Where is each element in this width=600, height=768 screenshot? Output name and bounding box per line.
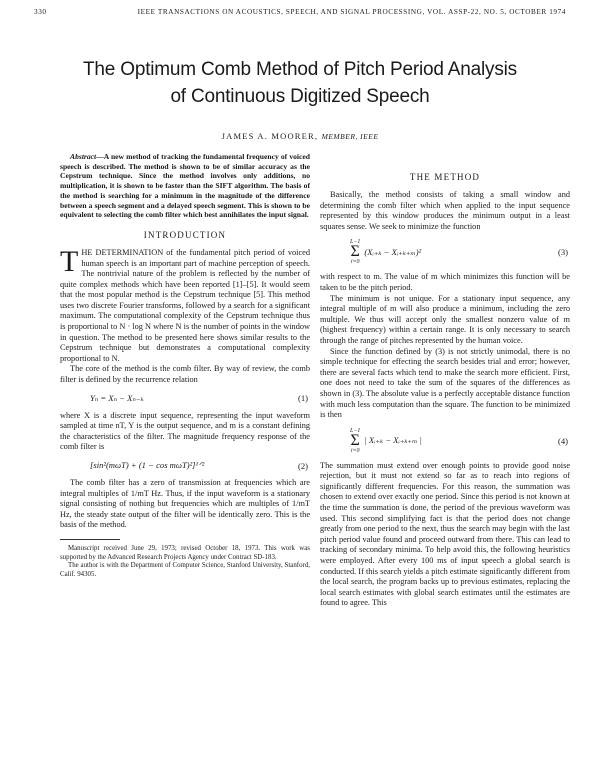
summation-sign — [350, 239, 360, 265]
method-paragraph-4: Since the function defined by (3) is not strictly unimodal, there is no simple technique for effecting the search besides trial and error; however, there are several facts which tend to make the search more efficient. First, one does not need to take the sum of the squares of the differences as shown in (3). The absolute value is a perfectly acceptable distance function with much less computation than the square. The function to be minimized is then — [320, 346, 570, 420]
author-line — [34, 131, 566, 141]
method-paragraph-2: with respect to m. The value of m which minimizes this function will be taken to be the pitch period. — [320, 272, 570, 292]
footnote-divider — [60, 539, 120, 540]
author-membership: MEMBER, IEEE — [321, 132, 379, 141]
abstract — [60, 152, 310, 220]
introduction-heading: INTRODUCTION — [143, 229, 227, 240]
journal-name: IEEE TRANSACTIONS ON ACOUSTICS, SPEECH, AND SIGNAL PROCESSING, VOL. ASSP-22, NO. 5, OCTOBER 1974 — [137, 8, 566, 16]
right-column — [320, 152, 570, 756]
sum-lower-limit: i=0 — [350, 447, 360, 454]
sum-upper-limit: L−1 — [350, 239, 361, 246]
abstract-label: Abstract — [70, 152, 97, 161]
intro-paragraph-4: The comb filter has a zero of transmission at frequencies which are integral multiples of 1/mT Hz. Thus, if the input waveform is a stationary signal consisting of nothing but frequencies which are multiples of 1/mT Hz, the steady state output of the filter will be identically zero. This is the basis of the method. — [60, 478, 310, 530]
drop-cap: T — [60, 244, 79, 278]
equation-4-sum — [350, 428, 422, 454]
sigma-icon: Σ — [350, 431, 360, 449]
left-column — [60, 152, 310, 756]
sum-upper-limit: L−1 — [350, 427, 361, 434]
footnote-received: Manuscript received June 29, 1973; revised October 18, 1973. This work was supported by the Advanced Research Projects Agency under Contract SD-183. — [60, 544, 310, 561]
equation-1-body: Yₙ = Xₙ − Xₙ₋ₖ — [90, 392, 144, 403]
equation-4 — [320, 428, 570, 454]
summation-sign — [350, 428, 360, 454]
equation-2-number: (2) — [297, 460, 308, 471]
abstract-text: —A new method of tracking the fundamental frequency of voiced speech is described. The method is shown to be of similar accuracy as the Cepstrum technique. Since the method involves only additions, no multiplication, it is shown to be faster than the SIFT algorithm. The basis of the method is searching for a minimum in the magnitude of the difference between a speech segment and a delayed speech segment. This is shown to be equivalent to selecting the comb filter which best annihilates the input signal. — [60, 152, 310, 220]
equation-2-body: [sin²(mωT) + (1 − cos mωT)²]¹ᐟ² — [90, 460, 205, 471]
paper-title — [34, 56, 566, 110]
author-name: JAMES A. MOORER, — [221, 131, 319, 141]
method-paragraph-1: Basically, the method consists of taking a small window and determining the comb filter which when applied to the input sequence represented by this window produces the minimum output in a least squares sense. We seek to minimize the function — [320, 190, 570, 231]
title-line-1: The Optimum Comb Method of Pitch Period Analysis — [83, 59, 517, 80]
method-heading: THE METHOD — [409, 172, 481, 182]
equation-3-number: (3) — [557, 247, 568, 258]
footnote-affiliation: The author is with the Department of Computer Science, Stanford University, Stanford, Calif. 94305. — [60, 562, 310, 578]
intro-paragraph-1-text: HE DETERMINATION of the fundamental pitch period of voiced human speech is an important part of machine perception of speech. The nontrivial nature of the problem is reflected by the number of quite complex methods which have been reported [1]–[5]. It would seem that the most popular method is the Cepstrum technique [5]. This method uses two discrete Fourier transforms, followed by a search for a significant maximum. The computational complexity of the Cepstrum technique thus is proportional to N · log N where N is the number of points in the window in question. The method to be presented here shows similar results to the Cepstrum technique but demonstrates a computational complexity proportional to N. — [60, 247, 310, 363]
intro-paragraph-1 — [60, 244, 310, 365]
equation-2 — [60, 460, 310, 471]
intro-paragraph-2: The core of the method is the comb filter. By way of review, the comb filter is defined by the recurrence relation — [60, 364, 310, 385]
equation-1 — [60, 393, 310, 404]
equation-4-body: | Xᵢ₊ₖ − Xᵢ₊ₖ₊ₘ | — [364, 435, 422, 446]
intro-paragraph-3: where X is a discrete input sequence, representing the input waveform sampled at time nT, Y is the output sequence, and m is a constant defining the characteristics of the filter. The magnitude frequency response of the comb filter is — [60, 410, 310, 452]
equation-3-sum — [350, 239, 421, 265]
method-paragraph-5: The summation must extend over enough points to provide good noise rejection, but it must not extend so far as to reach into regions of significantly different frequencies. For this reason, the summation was chosen to extend over exactly one period. Since this period is not known at the time the summation is done, the period of the previous waveform was used. This second simplifying fact is that the period does not change greatly from one period to the next, thus the search may begin with the last pitch period value found and proceed outward from there. This can lead to tracking of secondary minima. To help avoid this, the following heuristics were employed. After every 100 ms of input speech a global search is conducted. If this search yields a pitch estimate significantly different from the local search, the program backs up to previous estimates, replacing the local search estimates with global search estimates until the estimates are found to agree. This — [320, 460, 570, 608]
equation-3 — [320, 239, 570, 265]
equation-4-number: (4) — [557, 435, 568, 446]
equation-3-body: (Xᵢ₊ₖ − Xᵢ₊ₖ₊ₘ)² — [364, 246, 422, 257]
equation-1-number: (1) — [297, 393, 308, 404]
sum-lower-limit: i=0 — [350, 259, 360, 266]
sigma-icon: Σ — [350, 243, 360, 261]
title-line-2: of Continuous Digitized Speech — [170, 86, 430, 107]
running-header — [34, 8, 566, 22]
page-number: 330 — [34, 8, 47, 16]
method-paragraph-3: The minimum is not unique. For a stationary input sequence, any integral multiple of m will also produce a minimum, including the zero multiple. We thus will accept only the smallest nonzero value of m (highest frequency) within a certain range. It is only necessary to search through the range of pitches represented by the human voice. — [320, 293, 570, 345]
